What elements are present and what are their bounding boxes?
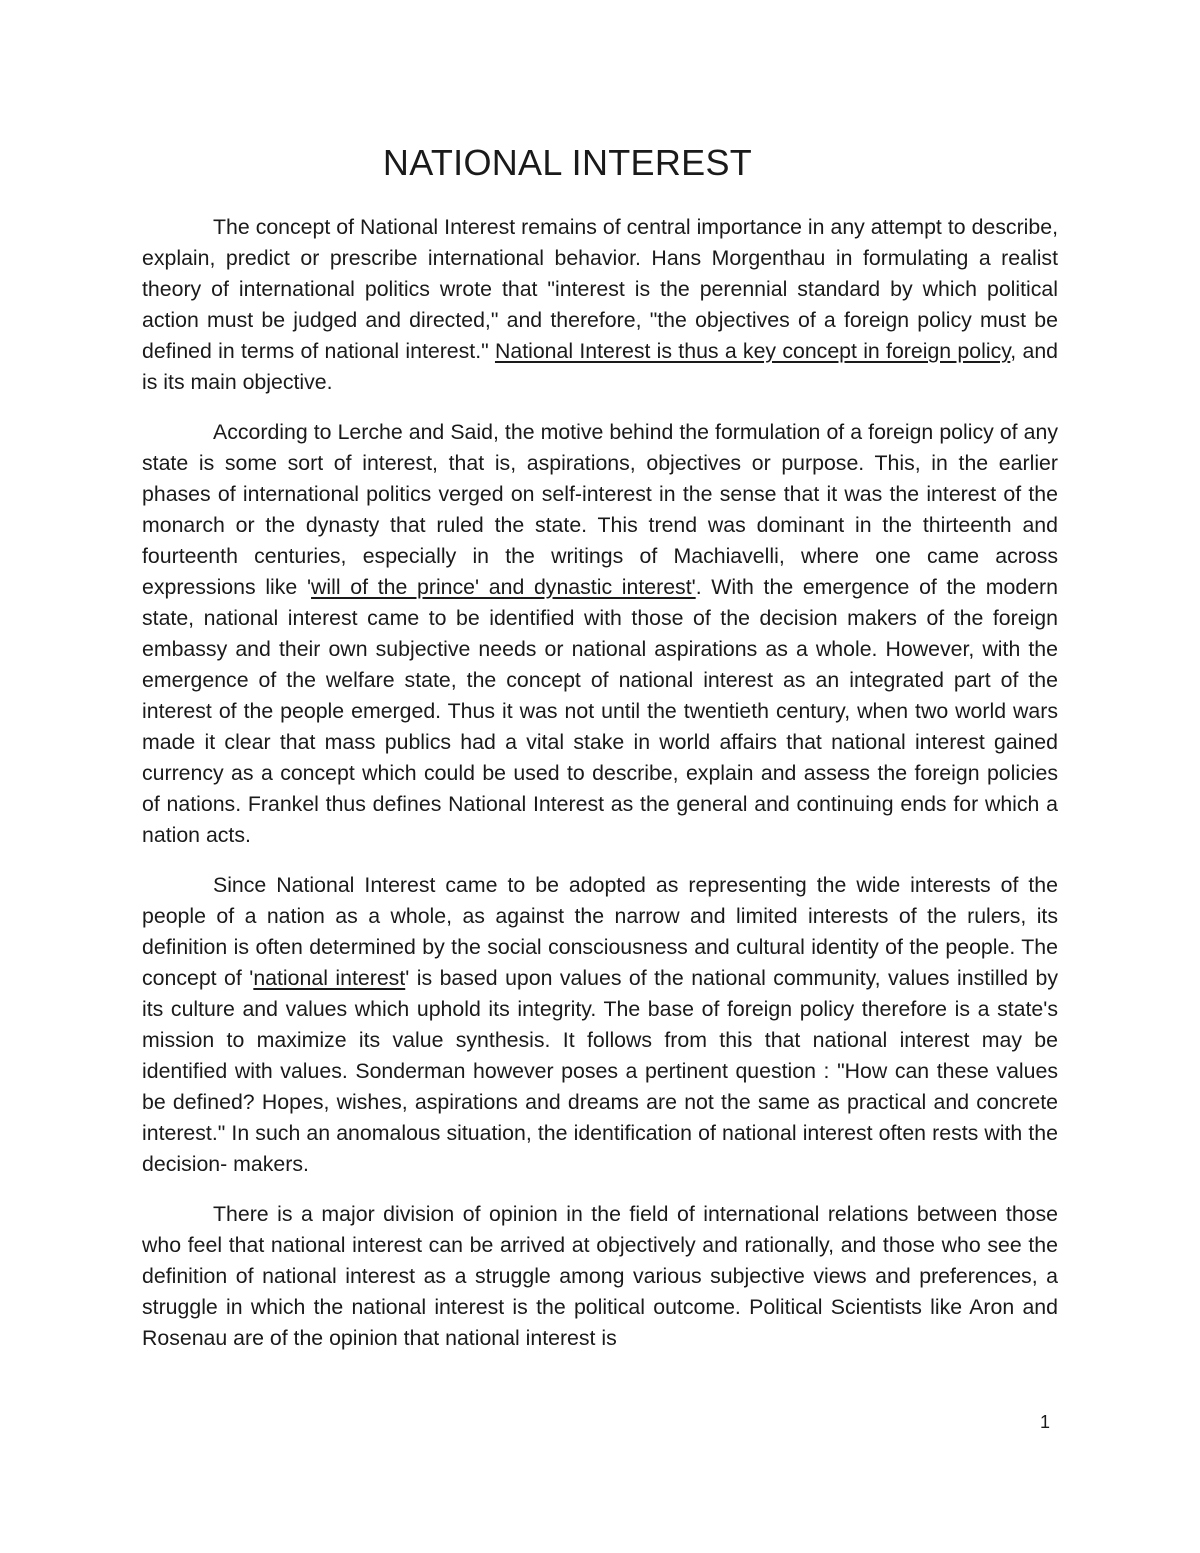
paragraph-text: The concept of National Interest remains of central importance in any attempt to describe, explain, predict or prescribe international behavior. Hans Morgenthau in formulating a realist theory of international politics wrote that "interest is the perennial standard by which political action must be judged and directed," and therefore, "the objectives of a foreign policy must be defined in terms of national interest." bbox=[142, 215, 1058, 363]
underlined-phrase: will of the prince' and dynastic interest' bbox=[311, 575, 696, 599]
paragraph-text: According to Lerche and Said, the motive behind the formulation of a foreign policy of any state is some sort of interest, that is, aspirations, objectives or purpose. This, in the earlier phases of international politics verged on self-interest in the sense that it was the interest of the monarch or the dynasty that ruled the state. This trend was dominant in the thirteenth and fourteenth centuries, especially in the writings of Machiavelli, where one came across expressions like ' bbox=[142, 420, 1058, 599]
paragraph-text: ' is based upon values of the national community, values instilled by its culture and values which uphold its integrity. The base of foreign policy therefore is a state's mission to maximize its value synthesis. It follows from this that national interest may be identified with values. Sonderman however poses a pertinent question : "How can these values be defined? Hopes, wishes, aspirations and dreams are not the same as practical and concrete interest." In such an anomalous situation, the identification of national interest often rests with the decision- makers. bbox=[142, 966, 1058, 1176]
paragraph-1 bbox=[142, 212, 1058, 398]
paragraph-text: . With the emergence of the modern state, national interest came to be identified with those of the decision makers of the foreign embassy and their own subjective needs or national aspirations as a whole. However, with the emergence of the welfare state, the concept of national interest as an integrated part of the interest of the people emerged. Thus it was not until the twentieth century, when two world wars made it clear that mass publics had a vital stake in world affairs that national interest gained currency as a concept which could be used to describe, explain and assess the foreign policies of nations. Frankel thus defines National Interest as the general and continuing ends for which a nation acts. bbox=[142, 575, 1058, 847]
paragraph-text: There is a major division of opinion in the field of international relations between those who feel that national interest can be arrived at objectively and rationally, and those who see the definition of national interest as a struggle among various subjective views and preferences, a struggle in which the national interest is the political outcome. Political Scientists like Aron and Rosenau are of the opinion that national interest is bbox=[142, 1202, 1058, 1350]
page-number: 1 bbox=[1040, 1412, 1051, 1432]
underlined-phrase: national interest bbox=[253, 966, 406, 990]
document-title: NATIONAL INTEREST bbox=[382, 142, 753, 183]
paragraph-text: Since National Interest came to be adopted as representing the wide interests of the people of a nation as a whole, as against the narrow and limited interests of the rulers, its definition is often determined by the social consciousness and cultural identity of the people. The concept of ' bbox=[142, 873, 1058, 990]
paragraph-2 bbox=[142, 417, 1058, 851]
paragraph-text: , and is its main objective. bbox=[142, 339, 1059, 394]
document-body bbox=[142, 212, 1058, 1373]
paragraph-4 bbox=[142, 1199, 1058, 1354]
paragraph-3 bbox=[142, 870, 1058, 1180]
underlined-phrase: National Interest is thus a key concept in foreign policy bbox=[494, 339, 1011, 363]
